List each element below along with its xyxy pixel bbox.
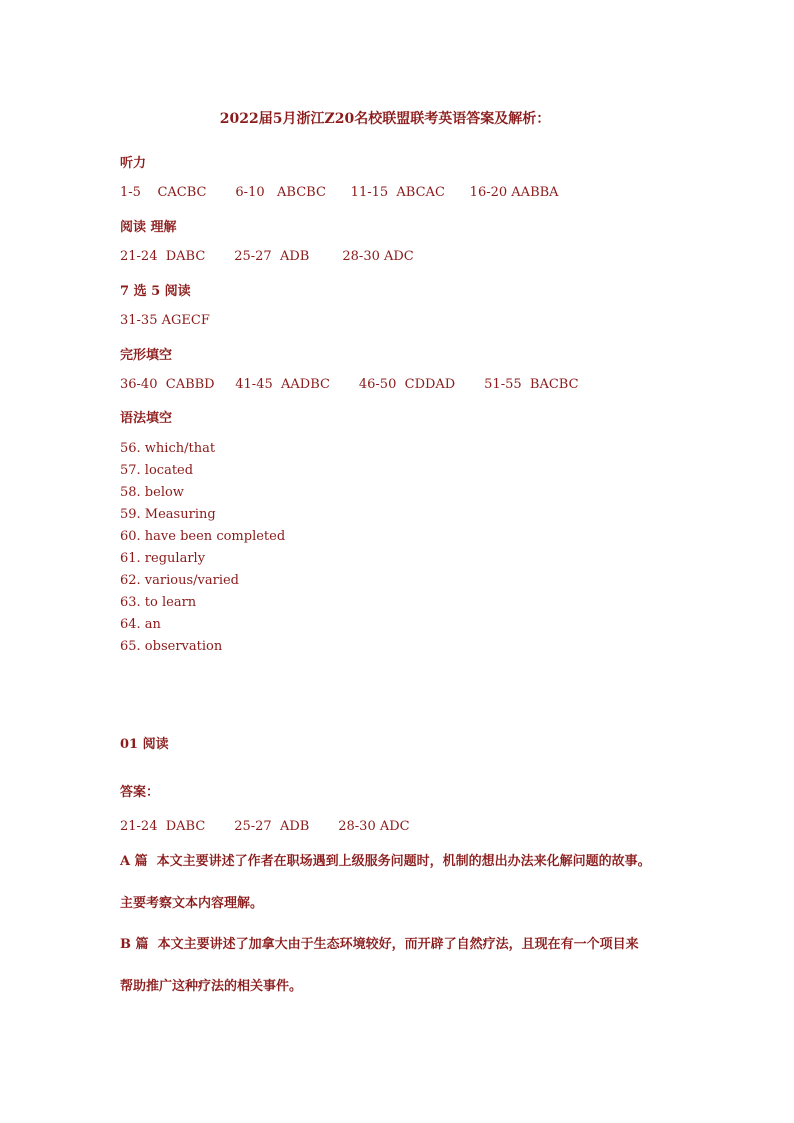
section-heading-seven-choose-five: 7 选 5 阅读: [120, 284, 191, 299]
passage-b-summary-cont: 帮助推广这种疗法的相关事件。: [120, 979, 303, 994]
grammar-answer-61: 61. regularly: [120, 551, 206, 566]
section-heading-grammar: 语法填空: [120, 411, 173, 426]
grammar-answer-63: 63. to learn: [120, 595, 197, 610]
passage-b-summary: B 篇 本文主要讲述了加拿大由于生态环境较好，而开辟了自然疗法，且现在有一个项目来: [120, 937, 639, 952]
grammar-answer-58: 58. below: [120, 485, 184, 500]
section-heading-cloze: 完形填空: [120, 348, 173, 363]
grammar-answer-56: 56. which/that: [120, 441, 216, 456]
part2-heading: 01 阅读: [120, 737, 169, 752]
document-title: 2022届5月浙江Z20名校联盟联考英语答案及解析：: [219, 111, 551, 127]
grammar-answer-60: 60. have been completed: [120, 529, 286, 544]
grammar-answer-65: 65. observation: [120, 639, 223, 654]
grammar-answer-64: 64. an: [120, 617, 161, 632]
grammar-answer-57: 57. located: [120, 463, 194, 478]
answers-reading: 21-24 DABC 25-27 ADB 28-30 ADC: [120, 249, 414, 264]
answers-seven-choose-five: 31-35 AGECF: [120, 313, 210, 328]
answer-label: 答案：: [120, 785, 160, 800]
grammar-answer-62: 62. various/varied: [120, 573, 240, 588]
answers-listening: 1-5 CACBC 6-10 ABCBC 11-15 ABCAC 16-20 AABBA: [120, 185, 559, 200]
passage-a-focus: 主要考察文本内容理解。: [120, 896, 264, 911]
answers-cloze: 36-40 CABBD 41-45 AADBC 46-50 CDDAD 51-55 BACBC: [120, 377, 579, 392]
passage-a-summary: A 篇 本文主要讲述了作者在职场遇到上级服务问题时，机制的想出办法来化解问题的故事。: [120, 854, 651, 869]
grammar-answer-59: 59. Measuring: [120, 507, 216, 522]
part2-answer-line: 21-24 DABC 25-27 ADB 28-30 ADC: [120, 819, 410, 834]
section-heading-listening: 听力: [120, 156, 147, 171]
section-heading-reading: 阅读 理解: [120, 220, 177, 235]
